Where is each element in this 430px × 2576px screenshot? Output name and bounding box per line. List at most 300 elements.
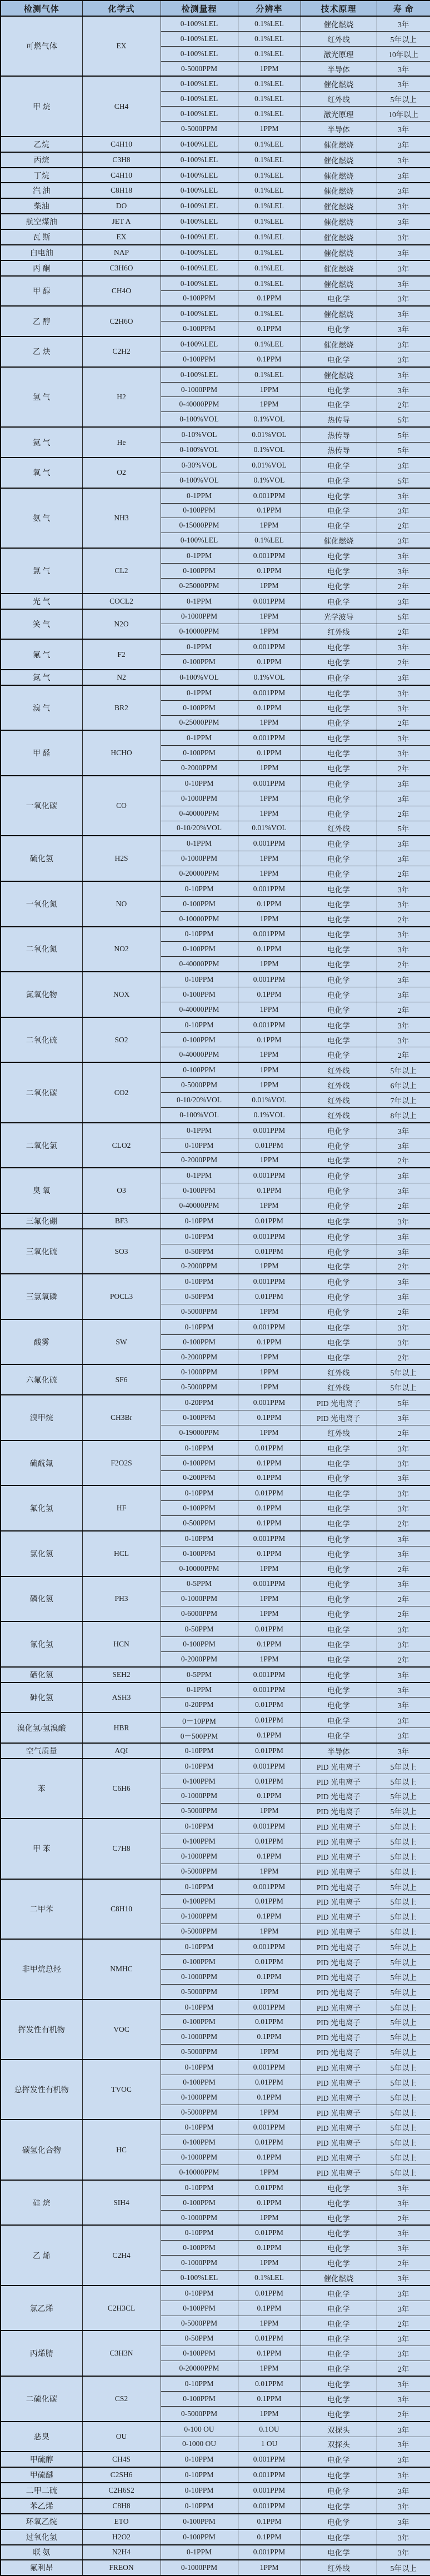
range-cell: 0-1000PPM xyxy=(161,2090,238,2105)
resolution-cell: 1PPM xyxy=(238,1984,301,1999)
principle-cell: 电化学 xyxy=(301,911,377,926)
lifespan-cell: 2年 xyxy=(377,397,430,412)
lifespan-cell: 3年 xyxy=(377,1546,430,1561)
range-cell: 0-20PPM xyxy=(161,1698,238,1713)
resolution-cell: 1PPM xyxy=(238,2361,301,2376)
resolution-cell: 0.001PPM xyxy=(238,836,301,851)
gas-name: 氟化氢 xyxy=(1,1485,82,1531)
chemical-formula: ASH3 xyxy=(82,1683,161,1713)
range-cell: 0-100PPM xyxy=(161,2241,238,2256)
table-row xyxy=(1,1364,430,1379)
resolution-cell: 1PPM xyxy=(238,518,301,533)
range-cell: 0-1000 OU xyxy=(161,2437,238,2452)
gas-name: 光 气 xyxy=(1,594,82,609)
gas-name: 笑 气 xyxy=(1,609,82,640)
range-cell: 0-5000PPM xyxy=(161,1304,238,1319)
resolution-cell: 1PPM xyxy=(238,761,301,776)
gas-name: 环氧乙烷 xyxy=(1,2514,82,2529)
table-row xyxy=(1,1229,430,1244)
chemical-formula: POCL3 xyxy=(82,1274,161,1319)
resolution-cell: 0.1PPM xyxy=(238,351,301,366)
resolution-cell: 1PPM xyxy=(238,2165,301,2180)
range-cell: 0－10PPM xyxy=(161,1713,238,1728)
lifespan-cell: 3年 xyxy=(377,1244,430,1259)
principle-cell: 催化燃烧 xyxy=(301,276,377,291)
range-cell: 0-1PPM xyxy=(161,1168,238,1183)
range-cell: 0-50PPM xyxy=(161,1289,238,1304)
range-cell: 0-10PPM xyxy=(161,2180,238,2195)
range-cell: 0-1PPM xyxy=(161,488,238,503)
table-row xyxy=(1,1213,430,1229)
gas-name: 氧 气 xyxy=(1,458,82,488)
resolution-cell: 0.1PPM xyxy=(238,291,301,306)
principle-cell: 电化学 xyxy=(301,1485,377,1500)
range-cell: 0-10PPM xyxy=(161,2225,238,2240)
principle-cell: PID 光电离子 xyxy=(301,1410,377,1425)
resolution-cell: 0.001PPM xyxy=(238,594,301,609)
table-row xyxy=(1,927,430,942)
principle-cell: 电化学 xyxy=(301,1698,377,1713)
chemical-formula: CO2 xyxy=(82,1062,161,1122)
resolution-cell: 0.001PPM xyxy=(238,2000,301,2015)
lifespan-cell: 5年以上 xyxy=(377,2090,430,2105)
lifespan-cell: 5年以上 xyxy=(377,1062,430,1077)
principle-cell: PID 光电离子 xyxy=(301,1834,377,1849)
table-row xyxy=(1,183,430,198)
chemical-formula: NO2 xyxy=(82,927,161,972)
range-cell: 0-5000PPM xyxy=(161,1924,238,1939)
lifespan-cell: 2年 xyxy=(377,1516,430,1531)
principle-cell: PID 光电离子 xyxy=(301,1939,377,1954)
resolution-cell: 1PPM xyxy=(238,1349,301,1364)
resolution-cell: 0.1%VOL xyxy=(238,473,301,488)
resolution-cell: 0.1PPM xyxy=(238,700,301,715)
principle-cell: PID 光电离子 xyxy=(301,1395,377,1410)
resolution-cell: 0.001PPM xyxy=(238,1319,301,1334)
principle-cell: 催化燃烧 xyxy=(301,214,377,229)
gas-name: 氯化氢 xyxy=(1,1531,82,1576)
resolution-cell: 0.01PPM xyxy=(238,2376,301,2391)
resolution-cell: 0.001PPM xyxy=(238,1395,301,1410)
chemical-formula: EX xyxy=(82,16,161,76)
lifespan-cell: 3年 xyxy=(377,563,430,578)
lifespan-cell: 3年 xyxy=(377,1470,430,1485)
range-cell: 0-2000PPM xyxy=(161,1259,238,1274)
resolution-cell: 0.001PPM xyxy=(238,776,301,791)
chemical-formula: H2S xyxy=(82,836,161,881)
principle-cell: 红外线 xyxy=(301,2560,377,2575)
table-row xyxy=(1,1667,430,1683)
table-row xyxy=(1,152,430,168)
principle-cell: 电化学 xyxy=(301,655,377,670)
table-row xyxy=(1,1621,430,1636)
resolution-cell: 0.1PPM xyxy=(238,1728,301,1743)
principle-cell: 激光原理 xyxy=(301,107,377,122)
principle-cell: 红外线 xyxy=(301,624,377,639)
resolution-cell: 0.1PPM xyxy=(238,1334,301,1349)
lifespan-cell: 3年 xyxy=(377,2391,430,2406)
lifespan-cell: 5年以上 xyxy=(377,1864,430,1879)
principle-cell: 电化学 xyxy=(301,1032,377,1047)
principle-cell: 电化学 xyxy=(301,957,377,972)
lifespan-cell: 3年 xyxy=(377,122,430,137)
gas-name: 二硫化碳 xyxy=(1,2376,82,2422)
principle-cell: 电化学 xyxy=(301,2467,377,2483)
gas-name: 溴 气 xyxy=(1,685,82,731)
resolution-cell: 0.1PPM xyxy=(238,942,301,957)
lifespan-cell: 3年 xyxy=(377,927,430,942)
principle-cell: PID 光电离子 xyxy=(301,1759,377,1774)
principle-cell: 红外线 xyxy=(301,1380,377,1395)
resolution-cell: 0.1PPM xyxy=(238,1546,301,1561)
resolution-cell: 0.001PPM xyxy=(238,2120,301,2135)
principle-cell: 半导体 xyxy=(301,122,377,137)
chemical-formula: NH3 xyxy=(82,488,161,548)
lifespan-cell: 3年 xyxy=(377,76,430,91)
resolution-cell: 0.001PPM xyxy=(238,730,301,745)
chemical-formula: H2O2 xyxy=(82,2529,161,2545)
range-cell: 0-100PPM xyxy=(161,1183,238,1198)
resolution-cell: 0.01PPM xyxy=(238,2135,301,2150)
lifespan-cell: 3年 xyxy=(377,1455,430,1470)
principle-cell: 电化学 xyxy=(301,1561,377,1576)
gas-name: 丙烯腈 xyxy=(1,2331,82,2376)
table-row xyxy=(1,2000,430,2015)
lifespan-cell: 3年 xyxy=(377,1274,430,1289)
gas-name: 氨 气 xyxy=(1,488,82,548)
principle-cell: 红外线 xyxy=(301,92,377,107)
resolution-cell: 1PPM xyxy=(238,1153,301,1168)
principle-cell: 催化燃烧 xyxy=(301,168,377,183)
principle-cell: 电化学 xyxy=(301,1259,377,1274)
principle-cell: 电化学 xyxy=(301,2316,377,2331)
resolution-cell: 0.1%LEL xyxy=(238,214,301,229)
resolution-cell: 0.01PPM xyxy=(238,2180,301,2195)
table-row xyxy=(1,881,430,896)
principle-cell: 电化学 xyxy=(301,2514,377,2529)
principle-cell: 半导体 xyxy=(301,61,377,76)
gas-name: 氮 气 xyxy=(1,670,82,685)
chemical-formula: F2 xyxy=(82,639,161,670)
lifespan-cell: 3年 xyxy=(377,214,430,229)
resolution-cell: 1PPM xyxy=(238,1078,301,1093)
principle-cell: 电化学 xyxy=(301,2498,377,2514)
range-cell: 0-1PPM xyxy=(161,2545,238,2560)
range-cell: 0-1PPM xyxy=(161,548,238,563)
lifespan-cell: 3年 xyxy=(377,322,430,337)
gas-name: 空气质量 xyxy=(1,1743,82,1759)
principle-cell: PID 光电离子 xyxy=(301,1789,377,1804)
chemical-formula: CH4S xyxy=(82,2452,161,2467)
range-cell: 0-10PPM xyxy=(161,2498,238,2514)
lifespan-cell: 3年 xyxy=(377,2514,430,2529)
resolution-cell: 0.1PPM xyxy=(238,1516,301,1531)
lifespan-cell: 2年 xyxy=(377,624,430,639)
resolution-cell: 0.001PPM xyxy=(238,1879,301,1894)
principle-cell: PID 光电离子 xyxy=(301,2000,377,2015)
resolution-cell: 0.1PPM xyxy=(238,896,301,911)
resolution-cell: 0.001PPM xyxy=(238,1168,301,1183)
resolution-cell: 1PPM xyxy=(238,806,301,821)
principle-cell: 光学波导 xyxy=(301,609,377,624)
principle-cell: 红外线 xyxy=(301,31,377,46)
lifespan-cell: 5年以上 xyxy=(377,2165,430,2180)
range-cell: 0-10PPM xyxy=(161,1743,238,1759)
lifespan-cell: 5年以上 xyxy=(377,2030,430,2045)
table-row xyxy=(1,2422,430,2437)
resolution-cell: 1PPM xyxy=(238,715,301,730)
principle-cell: 红外线 xyxy=(301,1364,377,1379)
lifespan-cell: 3年 xyxy=(377,1728,430,1743)
resolution-cell: 1PPM xyxy=(238,2045,301,2060)
lifespan-cell: 2年 xyxy=(377,1259,430,1274)
resolution-cell: 0.01PPM xyxy=(238,1621,301,1636)
lifespan-cell: 2年 xyxy=(377,1561,430,1576)
range-cell: 0-2000PPM xyxy=(161,761,238,776)
resolution-cell: 0.1%VOL xyxy=(238,670,301,685)
chemical-formula: PH3 xyxy=(82,1576,161,1622)
principle-cell: 红外线 xyxy=(301,1093,377,1108)
lifespan-cell: 3年 xyxy=(377,1410,430,1425)
range-cell: 0-20000PPM xyxy=(161,866,238,881)
range-cell: 0-1PPM xyxy=(161,730,238,745)
resolution-cell: 0.001PPM xyxy=(238,685,301,700)
resolution-cell: 0.01PPM xyxy=(238,1834,301,1849)
principle-cell: 电化学 xyxy=(301,458,377,473)
range-cell: 0-10PPM xyxy=(161,1879,238,1894)
range-cell: 0-1000PPM xyxy=(161,609,238,624)
range-cell: 0-10/20%VOL xyxy=(161,821,238,836)
lifespan-cell: 3年 xyxy=(377,2225,430,2240)
resolution-cell: 0.01PPM xyxy=(238,1138,301,1153)
resolution-cell: 1PPM xyxy=(238,1062,301,1077)
lifespan-cell: 3年 xyxy=(377,2331,430,2346)
range-cell: 0-40000PPM xyxy=(161,1198,238,1213)
principle-cell: 电化学 xyxy=(301,2195,377,2210)
lifespan-cell: 2年 xyxy=(377,518,430,533)
resolution-cell: 1PPM xyxy=(238,1198,301,1213)
gas-name: 瓦 斯 xyxy=(1,229,82,245)
lifespan-cell: 2年 xyxy=(377,1349,430,1364)
range-cell: 0-10/20%VOL xyxy=(161,1093,238,1108)
lifespan-cell: 2年 xyxy=(377,715,430,730)
range-cell: 0-100%LEL xyxy=(161,92,238,107)
lifespan-cell: 2年 xyxy=(377,578,430,593)
gas-name: 二甲苯 xyxy=(1,1879,82,1939)
resolution-cell: 0.001PPM xyxy=(238,1819,301,1834)
lifespan-cell: 3年 xyxy=(377,1032,430,1047)
principle-cell: 电化学 xyxy=(301,1002,377,1017)
range-cell: 0-1000PPM xyxy=(161,2210,238,2225)
table-row xyxy=(1,2545,430,2560)
table-row xyxy=(1,2180,430,2195)
resolution-cell: 0.001PPM xyxy=(238,1274,301,1289)
principle-cell: 热传导 xyxy=(301,412,377,427)
gas-name: 乙 炔 xyxy=(1,337,82,367)
resolution-cell: 0.1%LEL xyxy=(238,183,301,198)
resolution-cell: 1PPM xyxy=(238,1864,301,1879)
lifespan-cell: 2年 xyxy=(377,1425,430,1440)
resolution-cell: 0.1%LEL xyxy=(238,260,301,276)
principle-cell: 电化学 xyxy=(301,927,377,942)
principle-cell: 催化燃烧 xyxy=(301,183,377,198)
chemical-formula: JET A xyxy=(82,214,161,229)
principle-cell: 电化学 xyxy=(301,1621,377,1636)
table-row xyxy=(1,1062,430,1077)
principle-cell: 电化学 xyxy=(301,1198,377,1213)
lifespan-cell: 3年 xyxy=(377,351,430,366)
chemical-formula: N2H4 xyxy=(82,2545,161,2560)
lifespan-cell: 3年 xyxy=(377,503,430,518)
principle-cell: 电化学 xyxy=(301,1470,377,1485)
lifespan-cell: 3年 xyxy=(377,1183,430,1198)
principle-cell: PID 光电离子 xyxy=(301,2060,377,2075)
resolution-cell: 0.001PPM xyxy=(238,1667,301,1683)
resolution-cell: 0.1PPM xyxy=(238,1789,301,1804)
lifespan-cell: 3年 xyxy=(377,1683,430,1698)
range-cell: 0-100%VOL xyxy=(161,1107,238,1122)
principle-cell: PID 光电离子 xyxy=(301,2090,377,2105)
resolution-cell: 0.1%LEL xyxy=(238,276,301,291)
principle-cell: PID 光电离子 xyxy=(301,1969,377,1984)
column-header-1: 化学式 xyxy=(82,1,161,16)
principle-cell: 催化燃烧 xyxy=(301,306,377,321)
principle-cell: 电化学 xyxy=(301,2376,377,2391)
lifespan-cell: 10年以上 xyxy=(377,46,430,61)
range-cell: 0-1000PPM xyxy=(161,1849,238,1864)
lifespan-cell: 3年 xyxy=(377,2195,430,2210)
range-cell: 0-1000PPM xyxy=(161,2560,238,2575)
principle-cell: PID 光电离子 xyxy=(301,1804,377,1819)
gas-name: 硫化氢 xyxy=(1,836,82,881)
lifespan-cell: 5年以上 xyxy=(377,2015,430,2030)
chemical-formula: C2H4 xyxy=(82,2225,161,2285)
chemical-formula: C6H6 xyxy=(82,1759,161,1819)
resolution-cell: 0.001PPM xyxy=(238,1017,301,1032)
lifespan-cell: 5年 xyxy=(377,1395,430,1410)
chemical-formula: CH4 xyxy=(82,76,161,136)
principle-cell: PID 光电离子 xyxy=(301,2105,377,2120)
range-cell: 0-100PPM xyxy=(161,1774,238,1789)
table-row xyxy=(1,260,430,276)
resolution-cell: 0.01PPM xyxy=(238,1955,301,1970)
range-cell: 0-5000PPM xyxy=(161,2045,238,2060)
principle-cell: 电化学 xyxy=(301,866,377,881)
lifespan-cell: 3年 xyxy=(377,2241,430,2256)
lifespan-cell: 5年以上 xyxy=(377,1969,430,1984)
lifespan-cell: 5年以上 xyxy=(377,1939,430,1954)
lifespan-cell: 5年以上 xyxy=(377,1774,430,1789)
range-cell: 0-100%LEL xyxy=(161,46,238,61)
chemical-formula: C2H3CL xyxy=(82,2286,161,2331)
resolution-cell: 0.1PPM xyxy=(238,2391,301,2406)
resolution-cell: 1PPM xyxy=(238,2560,301,2575)
principle-cell: 电化学 xyxy=(301,1606,377,1621)
range-cell: 0-100PPM xyxy=(161,2195,238,2210)
principle-cell: PID 光电离子 xyxy=(301,2045,377,2060)
principle-cell: 电化学 xyxy=(301,1319,377,1334)
range-cell: 0-10PPM xyxy=(161,2483,238,2498)
chemical-formula: C2H6S2 xyxy=(82,2483,161,2498)
range-cell: 0-100%LEL xyxy=(161,183,238,198)
lifespan-cell: 3年 xyxy=(377,851,430,866)
gas-name: 航空煤油 xyxy=(1,214,82,229)
principle-cell: 催化燃烧 xyxy=(301,198,377,214)
resolution-cell: 1PPM xyxy=(238,397,301,412)
table-row xyxy=(1,198,430,214)
resolution-cell: 0.001PPM xyxy=(238,972,301,987)
resolution-cell: 0.01PPM xyxy=(238,1485,301,1500)
table-row xyxy=(1,16,430,31)
table-row xyxy=(1,427,430,442)
principle-cell: 电化学 xyxy=(301,1349,377,1364)
resolution-cell: 0.001PPM xyxy=(238,2467,301,2483)
resolution-cell: 0.1PPM xyxy=(238,2529,301,2545)
gas-name: 一氧化碳 xyxy=(1,776,82,836)
table-row xyxy=(1,337,430,351)
principle-cell: PID 光电离子 xyxy=(301,1924,377,1939)
lifespan-cell: 3年 xyxy=(377,337,430,351)
range-cell: 0-40000PPM xyxy=(161,397,238,412)
range-cell: 0-100PPM xyxy=(161,2529,238,2545)
table-row xyxy=(1,1531,430,1546)
range-cell: 0-19000PPM xyxy=(161,1425,238,1440)
resolution-cell: 0.001PPM xyxy=(238,1576,301,1591)
chemical-formula: HCHO xyxy=(82,730,161,776)
principle-cell: 热传导 xyxy=(301,427,377,442)
gas-name: 氯乙烯 xyxy=(1,2286,82,2331)
chemical-formula: C8H8 xyxy=(82,2498,161,2514)
chemical-formula: H2 xyxy=(82,367,161,427)
chemical-formula: BR2 xyxy=(82,685,161,731)
lifespan-cell: 5年以上 xyxy=(377,2120,430,2135)
lifespan-cell: 3年 xyxy=(377,746,430,761)
range-cell: 0-1000PPM xyxy=(161,791,238,806)
lifespan-cell: 3年 xyxy=(377,1698,430,1713)
resolution-cell: 0.01PPM xyxy=(238,2075,301,2090)
table-row xyxy=(1,2560,430,2575)
resolution-cell: 0.01PPM xyxy=(238,1894,301,1909)
principle-cell: 电化学 xyxy=(301,1289,377,1304)
principle-cell: 电化学 xyxy=(301,2180,377,2195)
lifespan-cell: 3年 xyxy=(377,276,430,291)
principle-cell: 催化燃烧 xyxy=(301,76,377,91)
gas-name: 硅 烷 xyxy=(1,2180,82,2226)
resolution-cell: 0.1%LEL xyxy=(238,229,301,245)
principle-cell: 催化燃烧 xyxy=(301,137,377,152)
gas-name: 恶臭 xyxy=(1,2422,82,2452)
gas-name: 氰化氢 xyxy=(1,1621,82,1667)
range-cell: 0-100%LEL xyxy=(161,168,238,183)
resolution-cell: 0.1PPM xyxy=(238,2514,301,2529)
range-cell: 0-10PPM xyxy=(161,2060,238,2075)
principle-cell: 电化学 xyxy=(301,881,377,896)
chemical-formula: AQI xyxy=(82,1743,161,1759)
resolution-cell: 0.1%VOL xyxy=(238,412,301,427)
principle-cell: 电化学 xyxy=(301,1440,377,1455)
range-cell: 0-10%VOL xyxy=(161,427,238,442)
range-cell: 0-25000PPM xyxy=(161,715,238,730)
lifespan-cell: 2年 xyxy=(377,1198,430,1213)
range-cell: 0-2000PPM xyxy=(161,1153,238,1168)
column-header-0: 检测气体 xyxy=(1,1,82,16)
principle-cell: 催化燃烧 xyxy=(301,2271,377,2286)
resolution-cell: 0.1%LEL xyxy=(238,16,301,31)
resolution-cell: 0.1PPM xyxy=(238,2301,301,2316)
lifespan-cell: 3年 xyxy=(377,548,430,563)
resolution-cell: 0.1%LEL xyxy=(238,76,301,91)
range-cell: 0-10PPM xyxy=(161,972,238,987)
